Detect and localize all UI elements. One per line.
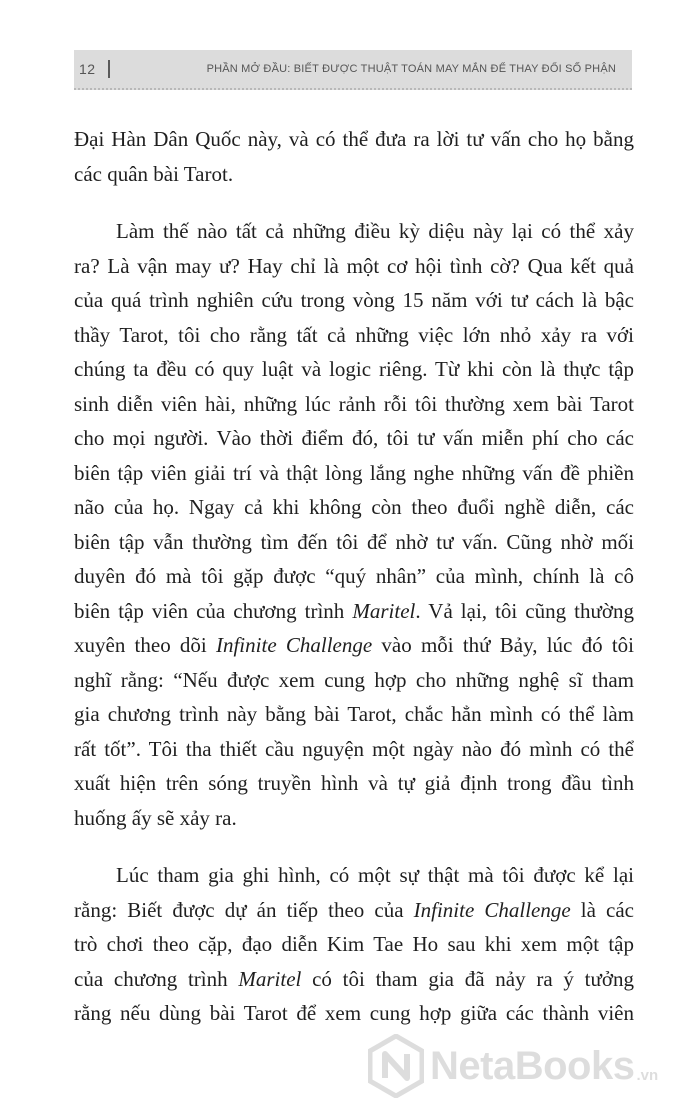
text-line: xuất hiện trên sóng truyền hình và tự giả định trong đầu tình (74, 771, 634, 795)
watermark-suffix: .vn (636, 1067, 659, 1084)
text-line: rằng nếu dùng bài Tarot để xem cung hợp giữa các thành viên (74, 1001, 634, 1025)
body-text (74, 122, 634, 1031)
page-number: 12 (79, 61, 96, 77)
text-line: thầy Tarot, tôi cho rằng tất cả những việc lớn nhỏ xảy ra với (74, 322, 634, 347)
text-line: sinh diễn viên hài, những lúc rảnh rỗi tôi thường xem bài Tarot (74, 391, 634, 416)
text-line: gia chương trình này bằng bài Tarot, chắc hẳn mình có thể làm (74, 702, 634, 726)
paragraph (74, 122, 634, 191)
netabooks-logo-icon (368, 1034, 424, 1098)
paragraph (74, 858, 634, 1031)
netabooks-watermark (368, 1026, 698, 1106)
text-line: rất tốt”. Tôi tha thiết cầu nguyện một ngày nào đó mình có thể (74, 736, 634, 761)
text-line: biên tập viên của chương trình Maritel. Vả lại, tôi cũng thường (74, 598, 634, 623)
text-line: trò chơi theo cặp, đạo diễn Kim Tae Ho sau khi xem một tập (74, 932, 634, 956)
running-head-title: PHẦN MỞ ĐẦU: BIẾT ĐƯỢC THUẬT TOÁN MAY MẮN ĐỂ THAY ĐỔI SỐ PHẬN (206, 63, 616, 75)
text-line: Làm thế nào tất cả những điều kỳ diệu này lại có thể xảy (116, 219, 634, 243)
text-line: Đại Hàn Dân Quốc này, và có thể đưa ra lời tư vấn cho họ bằng (74, 127, 634, 151)
header-divider (108, 60, 110, 78)
text-line: chúng ta đều có quy luật và logic riêng. Từ khi còn là thực tập (74, 357, 634, 381)
text-line: của chương trình Maritel có tôi tham gia đã nảy ra ý tưởng (74, 966, 634, 991)
paragraph (74, 214, 634, 835)
text-line: của quá trình nghiên cứu trong vòng 15 năm với tư cách là bậc (74, 288, 634, 312)
text-line: các quân bài Tarot. (74, 161, 234, 186)
text-line: cho mọi người. Vào thời điểm đó, tôi tư vấn miễn phí cho các (74, 426, 634, 450)
text-line: nghĩ rằng: “Nếu được xem cung hợp cho những nghệ sĩ tham (74, 667, 634, 692)
text-line: ra? Là vận may ư? Hay chỉ là một cơ hội tình cờ? Qua kết quả (74, 253, 634, 278)
text-line: duyên đó mà tôi gặp được “quý nhân” của mình, chính là cô (74, 564, 634, 588)
watermark-brand: NetaBooks (430, 1043, 635, 1088)
running-header (74, 50, 632, 90)
text-line: biên tập vẫn thường tìm đến tôi để nhờ tư vấn. Cũng nhờ mối (74, 529, 634, 554)
text-line: rằng: Biết được dự án tiếp theo của Infinite Challenge là các (74, 897, 634, 922)
text-line: xuyên theo dõi Infinite Challenge vào mỗi thứ Bảy, lúc đó tôi (74, 633, 634, 657)
text-line: biên tập viên giải trí và thật lòng lắng nghe những vấn đề phiền (74, 460, 634, 485)
text-line: huống ấy sẽ xảy ra. (74, 805, 237, 830)
text-line: Lúc tham gia ghi hình, có một sự thật mà tôi được kể lại (116, 863, 634, 887)
text-line: não của họ. Ngay cả khi không còn theo đuổi nghề diễn, các (74, 495, 634, 519)
